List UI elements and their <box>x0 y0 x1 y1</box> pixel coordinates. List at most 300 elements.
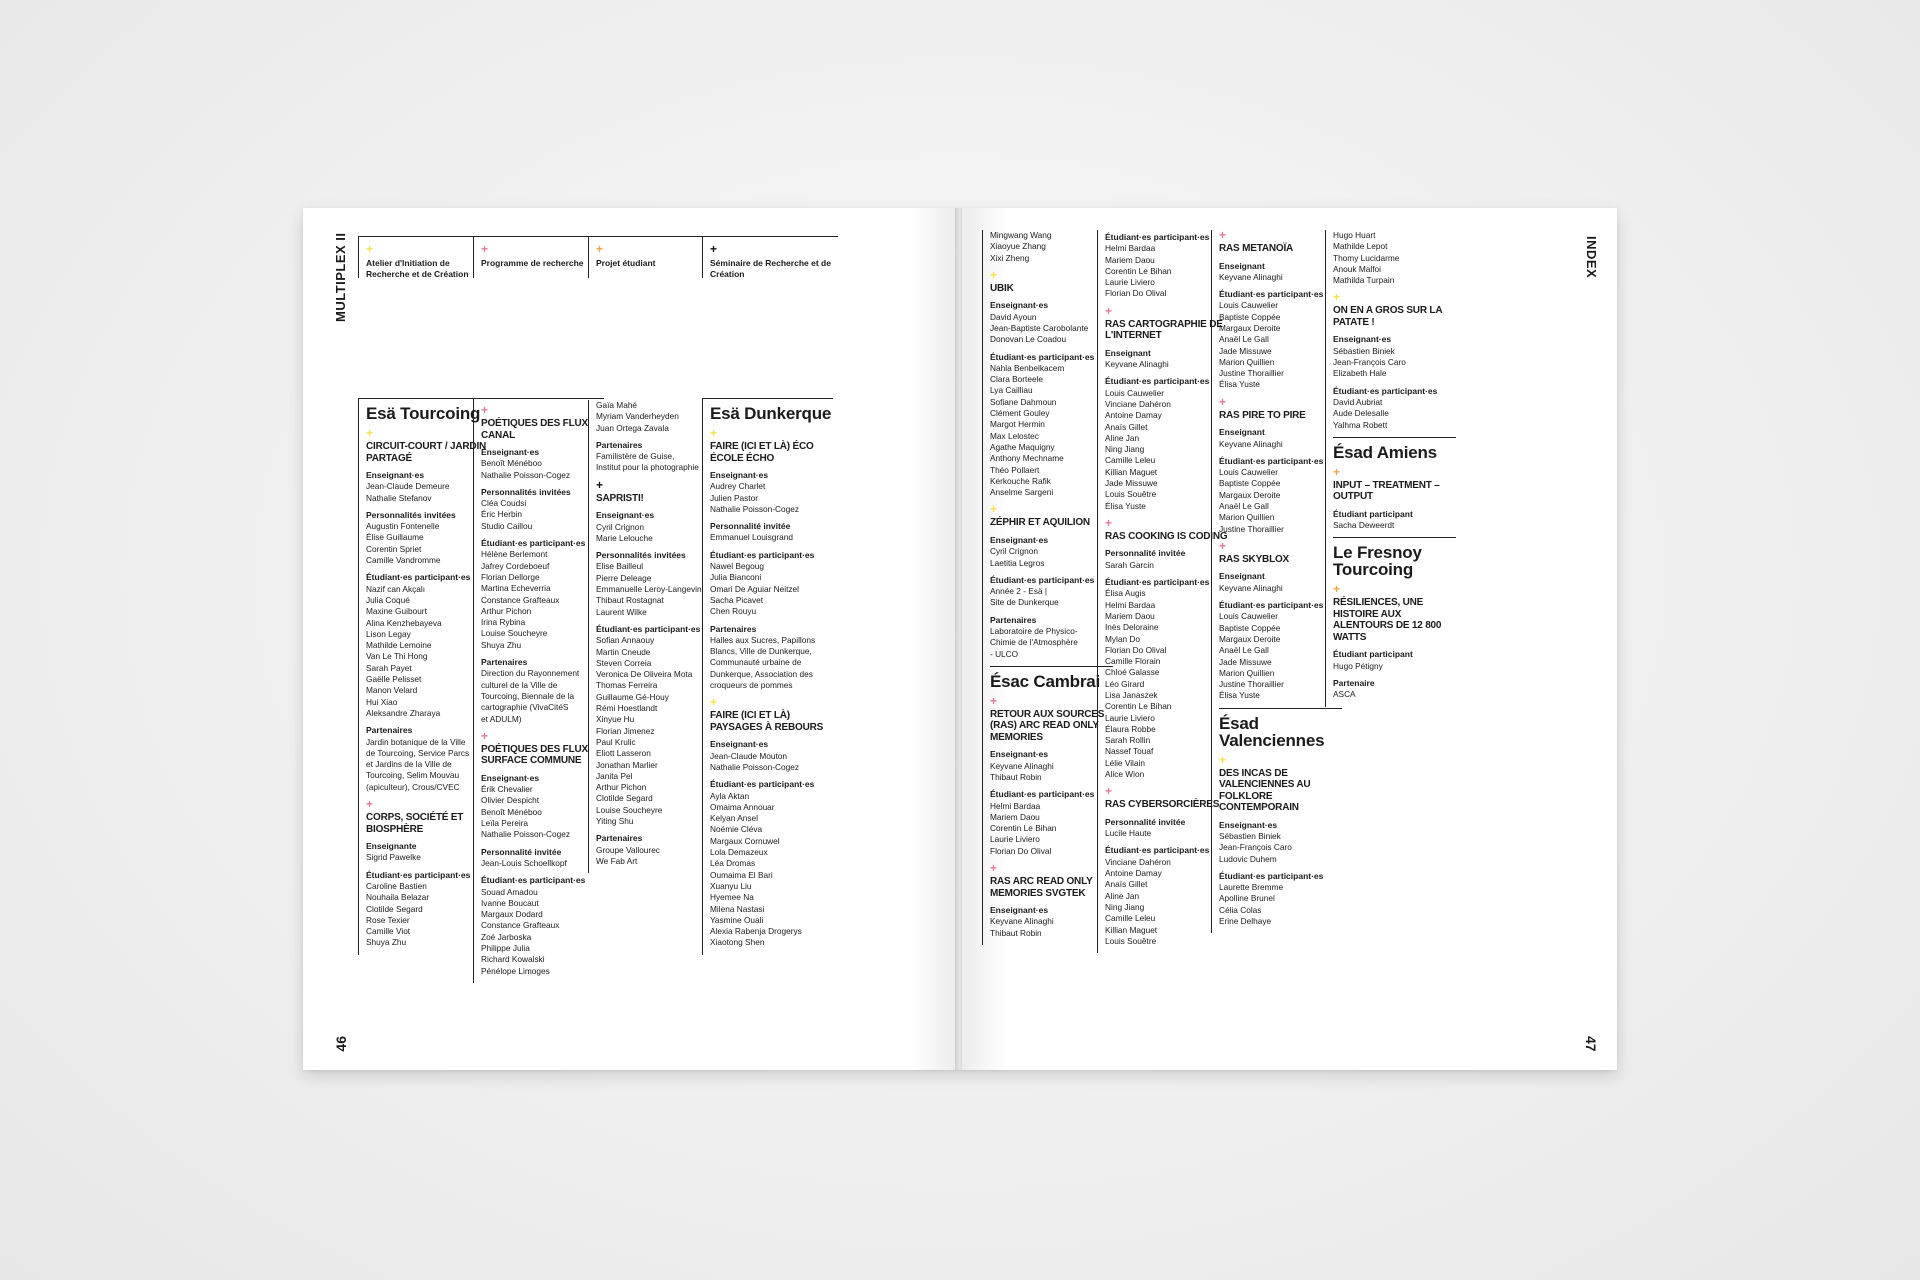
person-name: Élisa Yuste <box>1219 379 1260 390</box>
person-name: Jean-Claude Mouton <box>710 750 788 761</box>
name-list <box>990 546 1113 569</box>
name-list <box>596 845 719 868</box>
credit-group <box>990 575 1113 609</box>
person-name: Eliott Lasseron <box>596 748 651 759</box>
credit-group <box>596 624 719 827</box>
person-name: Laboratoire de Physico- <box>990 626 1078 637</box>
person-name: Cléa Coudsi <box>481 498 527 509</box>
person-name: et ADULM) <box>481 713 522 724</box>
credit-group <box>990 905 1113 939</box>
person-name: Leïla Pereira <box>481 818 529 829</box>
name-list <box>1105 359 1228 370</box>
plus-icon: + <box>481 403 489 417</box>
name-list <box>710 481 833 515</box>
text-column <box>473 398 604 983</box>
credit-group <box>366 841 489 864</box>
name-list <box>481 549 604 651</box>
name-list <box>1105 857 1228 947</box>
person-name: Oumaima El Bari <box>710 869 773 880</box>
person-name: Léa Dromas <box>710 858 756 869</box>
credit-group <box>481 538 604 651</box>
name-list <box>1105 560 1228 571</box>
school-block <box>1219 230 1342 702</box>
project-entry <box>1219 394 1342 535</box>
plus-icon: + <box>990 861 998 876</box>
credit-group <box>1333 678 1456 701</box>
person-name: Nahla Benbelkacem <box>990 362 1065 373</box>
credit-group <box>1105 577 1228 780</box>
project-title: RAS CARTOGRAPHIE DE L'INTERNET <box>1105 318 1223 342</box>
plus-icon: + <box>1333 464 1341 479</box>
person-name: (apiculteur), Crous/CVEC <box>366 781 460 792</box>
person-name: de Tourcoing, Service Parcs <box>366 747 470 758</box>
name-list <box>366 521 489 566</box>
person-name: Julia Coqué <box>366 594 410 605</box>
person-name: Inès Deloraine <box>1105 622 1159 633</box>
person-name: Cyril Crignon <box>990 546 1038 557</box>
plus-icon: + <box>1219 228 1227 242</box>
person-name: David Aubriat <box>1333 396 1383 407</box>
person-name: Keyvane Alinaghi <box>990 916 1054 927</box>
project-title: UBIK <box>990 282 1014 294</box>
credit-group <box>481 657 604 725</box>
name-list <box>1219 583 1342 594</box>
person-name: Augustin Fontenelle <box>366 521 440 532</box>
credit-role: Enseignant·es <box>990 534 1049 545</box>
person-name: David Ayoun <box>990 311 1037 322</box>
plus-icon: + <box>1105 303 1113 318</box>
person-name: Mariem Daou <box>990 811 1040 822</box>
person-name: Sarah Payet <box>366 662 412 673</box>
project-entry <box>1219 752 1342 928</box>
person-name: croqueurs de pommes <box>710 680 793 691</box>
person-name: Jean-Baptiste Carobolante <box>990 322 1089 333</box>
credit-group <box>710 624 833 692</box>
person-name: Lélie Vilain <box>1105 757 1145 768</box>
person-name: Noémie Cléva <box>710 824 763 835</box>
credit-group <box>990 789 1113 857</box>
school-block <box>1333 537 1456 700</box>
person-name: Margaux Deroite <box>1219 633 1281 644</box>
person-name: Laurie Liviero <box>990 834 1040 845</box>
credit-group <box>990 300 1113 345</box>
person-name: Sofiane Dahmoun <box>990 396 1057 407</box>
person-name: Shuya Zhu <box>481 639 522 650</box>
plus-icon: + <box>1105 784 1113 799</box>
credit-role: Partenaires <box>990 614 1037 625</box>
credit-role: Personnalités invitées <box>366 509 456 520</box>
person-name: Marion Quillien <box>1219 667 1275 678</box>
credit-role: Enseignant·es <box>990 749 1049 760</box>
person-name: Tourcoing, Selim Mouvau <box>366 770 460 781</box>
person-name: Jean-Claude Demeure <box>366 481 450 492</box>
credit-group <box>596 400 719 434</box>
person-name: Éric Herbin <box>481 509 523 520</box>
project-title: RAS SKYBLOX <box>1219 553 1290 565</box>
left-running-title: MULTIPLEX II <box>333 232 348 322</box>
credit-role: Étudiant·es participant·es <box>1219 455 1324 466</box>
project-entry <box>481 728 604 977</box>
person-name: Alina Kenzhebayeva <box>366 617 442 628</box>
project-title: RETOUR AUX SOURCES (RAS) ARC READ ONLY MEMORIES <box>990 708 1105 743</box>
person-name: Thomy Lucidarme <box>1333 252 1400 263</box>
person-name: Louis Cauwelier <box>1219 467 1279 478</box>
person-name: Élise Guillaume <box>366 532 424 543</box>
credit-group <box>1105 232 1228 300</box>
person-name: Clotilde Segard <box>366 903 423 914</box>
person-name: Nazif can Akçalı <box>366 583 426 594</box>
person-name: Jonathan Marlier <box>596 759 658 770</box>
person-name: Guillaume Gé-Houy <box>596 691 669 702</box>
credit-group <box>1219 289 1342 391</box>
person-name: Alice Wion <box>1105 769 1145 780</box>
person-name: Pénélope Limoges <box>481 965 550 976</box>
person-name: Omaima Annouar <box>710 801 775 812</box>
name-list <box>481 498 604 532</box>
person-name: Ning Jiang <box>1105 444 1145 455</box>
person-name: Sacha Picavet <box>710 594 764 605</box>
project-title: SAPRISTI! <box>596 492 644 504</box>
person-name: Élisa Yuste <box>1219 690 1260 701</box>
credit-group <box>1105 376 1228 512</box>
name-list <box>596 561 719 617</box>
person-name: Constance Grafteaux <box>481 594 560 605</box>
person-name: Helmi Bardaa <box>1105 599 1156 610</box>
person-name: Halles aux Sucres, Papillons <box>710 634 816 645</box>
project-entry <box>990 230 1113 264</box>
person-name: Corentin Le Bihan <box>1105 265 1172 276</box>
person-name: Baptiste Coppée <box>1219 478 1281 489</box>
credit-role: Partenaires <box>596 833 643 844</box>
name-list <box>1333 520 1456 531</box>
person-name: Milena Nastasi <box>710 903 765 914</box>
credit-role: Personnalité invitée <box>1105 548 1186 559</box>
person-name: Nathalie Poisson-Cogez <box>710 761 800 772</box>
name-list <box>366 881 489 949</box>
person-name: Louis Cauwelier <box>1219 611 1279 622</box>
plus-icon: + <box>366 797 374 812</box>
person-name: Martin Cneude <box>596 646 651 657</box>
person-name: Hélène Berlemont <box>481 549 548 560</box>
text-column <box>1211 230 1342 933</box>
credit-role: Étudiant·es participant·es <box>710 779 815 790</box>
credit-role: Enseignant·es <box>481 447 540 457</box>
person-name: Camille Vandromme <box>366 555 441 566</box>
right-running-title: INDEX <box>1584 236 1599 279</box>
project-title: RAS CYBERSORCIÈRES <box>1105 799 1220 811</box>
person-name: Laurent Wilke <box>596 606 647 617</box>
project-entry <box>1333 464 1456 532</box>
credit-group <box>710 521 833 544</box>
name-list <box>1333 661 1456 672</box>
person-name: Lisa Janaszek <box>1105 690 1158 700</box>
person-name: Léo Girard <box>1105 678 1145 689</box>
credit-group <box>990 352 1113 499</box>
credit-role: Enseignant <box>1219 571 1265 582</box>
plus-icon: + <box>1333 290 1341 305</box>
person-name: Dunkerque, Association des <box>710 668 813 679</box>
credit-role: Étudiant·es participant·es <box>1219 870 1324 881</box>
person-name: Studio Caillou <box>481 520 533 531</box>
person-name: Kerkouche Rafik <box>990 475 1051 486</box>
text-column <box>1325 230 1456 707</box>
person-name: Louis Cauwelier <box>1219 300 1279 311</box>
credit-group <box>366 725 489 793</box>
credit-role: Enseignant·es <box>710 470 769 480</box>
plus-icon: + <box>481 728 489 743</box>
project-entry <box>1219 538 1342 702</box>
school-name: Le Fresnoy Tourcoing <box>1333 543 1422 580</box>
person-name: Mariem Daou <box>1105 610 1155 621</box>
plus-icon: + <box>1219 538 1227 553</box>
name-list <box>710 532 833 543</box>
credit-group <box>1333 230 1456 286</box>
credit-role: Enseignant·es <box>481 772 540 783</box>
person-name: Margaux Deroite <box>1219 489 1281 500</box>
person-name: Killian Maguet <box>1105 924 1158 935</box>
school-name: Esä Dunkerque <box>710 404 832 423</box>
person-name: Florian Do Olival <box>1105 644 1167 655</box>
magazine-spread <box>303 208 1617 1070</box>
person-name: Corentin Le Bihan <box>990 823 1057 834</box>
project-title: FAIRE (ICI ET LÀ) PAYSAGES À REBOURS <box>710 710 824 733</box>
name-list <box>710 791 833 949</box>
name-list <box>710 561 833 617</box>
text-column <box>1097 230 1228 953</box>
credit-role: Partenaires <box>710 623 757 634</box>
person-name: Antoine Damay <box>1105 868 1162 879</box>
name-list <box>481 458 604 481</box>
person-name: Florian Jimenez <box>596 725 655 736</box>
person-name: Gaëlle Pelisset <box>366 674 422 685</box>
person-name: Cyril Crignon <box>596 521 644 532</box>
credit-group <box>481 487 604 532</box>
person-name: Louise Soucheyre <box>596 804 663 815</box>
name-list <box>481 784 604 840</box>
name-list <box>596 451 719 474</box>
person-name: Thibaut Robin <box>990 927 1042 938</box>
credit-group <box>481 447 604 481</box>
credit-group <box>990 535 1113 569</box>
credit-group <box>1333 386 1456 431</box>
credit-role: Enseignant·es <box>1333 334 1392 345</box>
person-name: Paul Krulic <box>596 736 636 747</box>
name-list <box>710 751 833 774</box>
person-name: Nouhaila Belazar <box>366 892 430 903</box>
person-name: Keyvane Alinaghi <box>1105 359 1169 370</box>
credit-role: Étudiant·es participant·es <box>990 351 1095 362</box>
person-name: Agathe Maquigny <box>990 441 1055 452</box>
credit-role: Enseignant·es <box>366 470 425 480</box>
person-name: Sacha Deweerdt <box>1333 520 1395 531</box>
project-entry <box>1105 303 1228 512</box>
person-name: Marion Quillien <box>1219 356 1275 367</box>
person-name: Olivier Despicht <box>481 795 540 806</box>
project-title: DES INCAS DE VALENCIENNES AU FOLKLORE CONTEMPORAIN <box>1219 767 1311 814</box>
credit-group <box>1333 509 1456 532</box>
name-list <box>596 522 719 545</box>
plus-icon: + <box>990 693 998 708</box>
person-name: Lison Legay <box>366 628 411 639</box>
credit-role: Étudiant·es participant·es <box>366 869 471 880</box>
person-name: Martina Echeverria <box>481 583 551 594</box>
person-name: Benoît Ménéboo <box>481 806 542 817</box>
credit-group <box>366 510 489 566</box>
person-name: Anouk Malfoi <box>1333 263 1381 274</box>
person-name: Anaël Le Gall <box>1219 645 1269 656</box>
credit-group <box>1219 427 1342 450</box>
name-list <box>990 801 1113 857</box>
person-name: Laurie Liviero <box>1105 712 1155 723</box>
project-entry <box>1105 232 1228 300</box>
person-name: Camille Florain <box>1105 656 1161 667</box>
project-entry <box>710 697 833 948</box>
credit-role: Enseignant <box>1219 427 1265 438</box>
credit-role: Étudiant·es participant·es <box>1219 289 1324 300</box>
name-list <box>1105 588 1228 780</box>
person-name: Keyvane Alinaghi <box>1219 271 1283 282</box>
person-name: Corentin Le Bihan <box>1105 701 1172 712</box>
person-name: Maxine Guibourt <box>366 606 427 617</box>
person-name: Anaël Le Gall <box>1219 501 1269 512</box>
person-name: Irina Rybina <box>481 617 526 628</box>
right-page-number: 47 <box>1583 1036 1599 1052</box>
project-entry <box>366 799 489 949</box>
person-name: Aline Jan <box>1105 432 1140 443</box>
person-name: Rémi Hoestlandt <box>596 703 658 714</box>
person-name: Site de Dunkerque <box>990 597 1059 608</box>
person-name: Groupe Vallourec <box>596 844 660 855</box>
person-name: Van Le Thi Hong <box>366 651 428 662</box>
person-name: Xixi Zheng <box>990 252 1030 263</box>
right-page <box>962 208 1617 1070</box>
project-title: INPUT – TREATMENT – OUTPUT <box>1333 479 1440 503</box>
credit-group <box>366 572 489 719</box>
person-name: Jade Missuwe <box>1105 478 1158 489</box>
person-name: Marion Quillien <box>1219 512 1275 523</box>
person-name: cartographie (VivaCitéS <box>481 702 569 713</box>
person-name: Keyvane Alinaghi <box>1219 582 1283 593</box>
credit-group <box>1219 600 1342 702</box>
project-title: RAS METANOÏA <box>1219 243 1294 254</box>
credit-role: Partenaires <box>366 725 413 736</box>
name-list <box>990 230 1113 264</box>
person-name: Hugo Pétigny <box>1333 660 1383 671</box>
person-name: Helmi Bardaa <box>1105 243 1156 254</box>
person-name: Corentin Spriet <box>366 543 422 554</box>
credit-role: Enseignant·es <box>596 510 655 521</box>
project-entry <box>990 693 1113 857</box>
text-column <box>982 230 1113 945</box>
person-name: Margaux Deroite <box>1219 322 1281 333</box>
person-name: Baptiste Coppée <box>1219 622 1281 633</box>
legend-label: Séminaire de Recherche et de Création <box>710 258 831 279</box>
credit-role: Étudiant·es participant·es <box>1105 376 1210 387</box>
credit-group <box>1105 348 1228 371</box>
person-name: Institut pour la photographie <box>596 462 699 473</box>
credit-group <box>1219 871 1342 927</box>
person-name: Margot Hermin <box>990 419 1045 430</box>
credit-role: Étudiant·es participant·es <box>1105 845 1210 856</box>
name-list <box>1219 272 1342 283</box>
person-name: Zoé Jarboska <box>481 931 532 942</box>
person-name: Aude Delesalle <box>1333 408 1389 419</box>
person-name: Xiaoyue Zhang <box>990 241 1046 252</box>
credit-role: Enseignant·es <box>1219 819 1278 830</box>
project-title: CIRCUIT-COURT / JARDIN PARTAGÉ <box>366 441 487 464</box>
credit-group <box>1219 456 1342 535</box>
person-name: Louis Souêtre <box>1105 489 1157 500</box>
person-name: Arthur Pichon <box>596 782 647 793</box>
person-name: Justine Thoraillier <box>1219 523 1284 534</box>
plus-icon: + <box>366 426 374 440</box>
text-column <box>702 398 833 955</box>
name-list <box>1219 611 1342 701</box>
project-title: ZÉPHIR ET AQUILION <box>990 517 1090 529</box>
text-column <box>588 400 719 873</box>
person-name: Killian Maguet <box>1105 466 1158 477</box>
credit-group <box>990 749 1113 783</box>
credit-role: Étudiant participant <box>1333 508 1413 519</box>
credit-role: Enseignant·es <box>990 905 1049 916</box>
project-title: RAS ARC READ ONLY MEMORIES SVGTEK <box>990 876 1093 899</box>
credit-role: Personnalités invitées <box>481 486 571 497</box>
plus-icon: + <box>710 426 718 440</box>
person-name: Sigrid Pawelke <box>366 852 421 863</box>
person-name: Juan Ortega Zavala <box>596 422 669 433</box>
person-name: Jean-François Caro <box>1219 842 1292 853</box>
credit-group <box>596 833 719 867</box>
person-name: Vinciane Dahéron <box>1105 398 1171 409</box>
person-name: Camille Leleu <box>1105 913 1156 924</box>
school-block <box>990 230 1113 660</box>
person-name: - ULCO <box>990 648 1019 659</box>
name-list <box>366 584 489 720</box>
credit-role: Enseignant <box>1105 347 1151 358</box>
project-entry <box>1105 786 1228 947</box>
name-list <box>710 635 833 691</box>
credit-role: Partenaires <box>596 439 643 450</box>
legend-label: Atelier d'Initiation de Recherche et de Création <box>366 258 469 279</box>
person-name: Sarah Garcin <box>1105 559 1154 570</box>
person-name: Philippe Julia <box>481 942 530 953</box>
legend-label: Programme de recherche <box>481 258 584 268</box>
project-title: RAS PIRE TO PIRE <box>1219 409 1306 421</box>
person-name: Xiaotong Shen <box>710 937 765 948</box>
person-name: Ludovic Duhem <box>1219 853 1277 864</box>
school-name: Ésac Cambrai <box>990 671 1101 691</box>
credit-role: Étudiant·es participant·es <box>1333 385 1438 396</box>
person-name: Direction du Rayonnement <box>481 668 580 679</box>
name-list <box>1105 243 1228 299</box>
name-list <box>990 761 1113 784</box>
person-name: Shuya Zhu <box>366 937 407 948</box>
school-block <box>1333 230 1456 431</box>
credit-role: Enseignant·es <box>990 300 1049 311</box>
credit-role: Enseignant·es <box>710 739 769 750</box>
person-name: Audrey Charlet <box>710 481 766 492</box>
person-name: Florian Do Olival <box>990 845 1052 856</box>
person-name: Jean-François Caro <box>1333 357 1406 368</box>
person-name: Max Lelostec <box>990 430 1039 441</box>
person-name: Louise Soucheyre <box>481 628 548 639</box>
project-entry <box>1333 292 1456 430</box>
legend-item <box>702 236 838 278</box>
person-name: Anaïs Gillet <box>1105 421 1148 432</box>
name-list <box>1219 439 1342 450</box>
person-name: Mylan Do <box>1105 633 1141 644</box>
credit-role: Étudiant participant <box>1333 649 1413 660</box>
